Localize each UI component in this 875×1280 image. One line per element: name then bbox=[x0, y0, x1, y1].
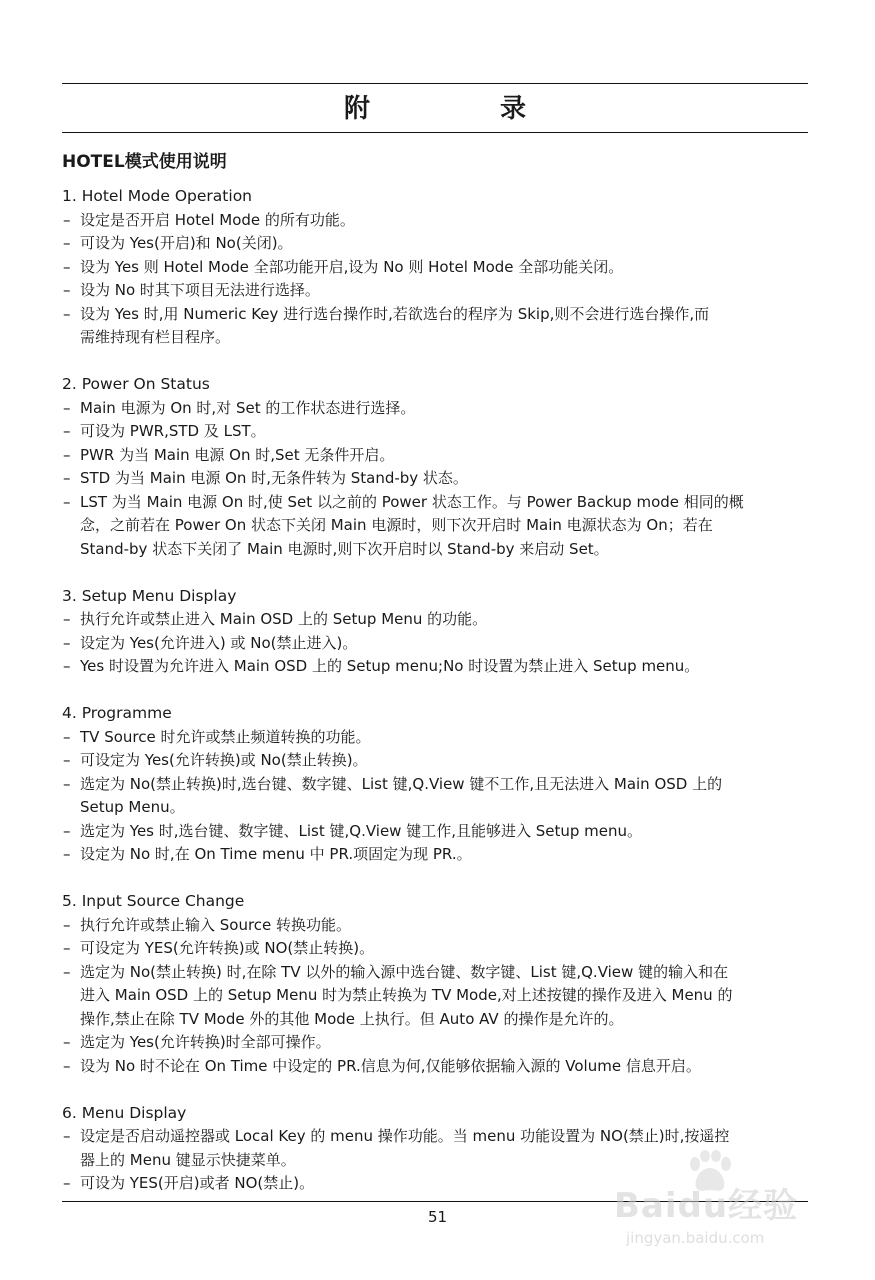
dash-bullet: – bbox=[63, 492, 71, 511]
dash-bullet: – bbox=[63, 1127, 71, 1145]
list-item bbox=[62, 937, 812, 961]
list-item-text: LST 为当 Main 电源 On 时,使 Set 以之前的 Power 状态工作。与 Power Backup mode 相同的概 念，之前若在 Power On 状态下关闭 Main 电源时，则下次开启时 Main 电源状态为 On；若在 Stand-by 状态下关闭了 Main 电源时,则下次开启时以 Stand-by 来启动 Set。 bbox=[80, 492, 744, 558]
list-item bbox=[62, 303, 812, 350]
list-item-text: 选定为 No(禁止转换)时,选台键、数字键、List 键,Q.View 键不工作,且无法进入 Main OSD 上的 Setup Menu。 bbox=[80, 774, 723, 816]
list-item bbox=[62, 420, 812, 444]
list-item-text: 选定为 Yes 时,选台键、数字键、List 键,Q.View 键工作,且能够进入 Setup menu。 bbox=[80, 821, 643, 840]
list-item-text: 选定为 Yes(允许转换)时全部可操作。 bbox=[80, 1033, 331, 1051]
dash-bullet: – bbox=[63, 398, 71, 417]
section bbox=[62, 585, 812, 679]
list-item-text: 可设为 Yes(开启)和 No(关闭)。 bbox=[80, 234, 293, 252]
dash-bullet: – bbox=[63, 1056, 71, 1075]
section bbox=[62, 890, 812, 1078]
list-item bbox=[62, 1055, 812, 1079]
list-item-text: 设为 No 时不论在 On Time 中设定的 PR.信息为何,仅能够依据输入源的 Volume 信息开启。 bbox=[80, 1056, 701, 1075]
dash-bullet: – bbox=[63, 304, 71, 323]
list-item-text: 可设为 PWR,STD 及 LST。 bbox=[80, 422, 266, 440]
list-item bbox=[62, 961, 812, 1032]
list-item bbox=[62, 397, 812, 421]
list-item-text: TV Source 时允许或禁止频道转换的功能。 bbox=[80, 727, 371, 746]
dash-bullet: – bbox=[63, 422, 71, 440]
list-item-text: 可设定为 Yes(允许转换)或 No(禁止转换)。 bbox=[80, 751, 368, 769]
section-heading: 5. Input Source Change bbox=[62, 892, 245, 910]
list-item bbox=[62, 232, 812, 256]
list-item-text: 执行允许或禁止输入 Source 转换功能。 bbox=[80, 915, 352, 934]
list-item-text: PWR 为当 Main 电源 On 时,Set 无条件开启。 bbox=[80, 445, 395, 464]
list-item-text: 设为 No 时其下项目无法进行选择。 bbox=[80, 281, 320, 299]
section-heading: 6. Menu Display bbox=[62, 1103, 187, 1122]
dash-bullet: – bbox=[63, 821, 71, 840]
list-item-text: Main 电源为 On 时,对 Set 的工作状态进行选择。 bbox=[80, 398, 416, 417]
list-item bbox=[62, 608, 812, 632]
title-rule bbox=[62, 132, 808, 133]
list-item-text: 选定为 No(禁止转换) 时,在除 TV 以外的输入源中选台键、数字键、List 键,Q.View 键的输入和在 进入 Main OSD 上的 Setup Menu 时为禁止转换为 TV Mode,对上述按键的操作及进入 Menu 的 操作,禁止在除 TV Mode 外的其他 Mode 上执行。但 Auto AV 的操作是允许的。 bbox=[80, 962, 733, 1028]
dash-bullet: – bbox=[63, 915, 71, 934]
list-item bbox=[62, 632, 812, 656]
top-rule bbox=[62, 83, 808, 84]
document-body bbox=[62, 185, 812, 1219]
list-item bbox=[62, 820, 812, 844]
baidu-watermark bbox=[612, 1150, 832, 1255]
list-item bbox=[62, 773, 812, 820]
list-item-text: 设定为 Yes(允许进入) 或 No(禁止进入)。 bbox=[80, 633, 358, 652]
list-item bbox=[62, 914, 812, 938]
dash-bullet: – bbox=[63, 845, 71, 863]
list-item bbox=[62, 726, 812, 750]
list-item-text: 设为 Yes 时,用 Numeric Key 进行选台操作时,若欲选台的程序为 Skip,则不会进行选台操作,而 需维持现有栏目程序。 bbox=[80, 304, 710, 346]
dash-bullet: – bbox=[63, 774, 71, 793]
list-item bbox=[62, 655, 812, 679]
section bbox=[62, 185, 812, 350]
list-item-text: 设定是否启动遥控器或 Local Key 的 menu 操作功能。当 menu 功能设置为 NO(禁止)时,按遥控 器上的 Menu 键显示快捷菜单。 bbox=[80, 1127, 730, 1169]
list-item-text: 设定是否开启 Hotel Mode 的所有功能。 bbox=[80, 210, 355, 229]
list-item-text: 可设定为 YES(允许转换)或 NO(禁止转换)。 bbox=[80, 939, 375, 957]
list-item bbox=[62, 491, 812, 562]
list-item-text: 设定为 No 时,在 On Time menu 中 PR.项固定为现 PR.。 bbox=[80, 845, 472, 863]
list-item-text: STD 为当 Main 电源 On 时,无条件转为 Stand-by 状态。 bbox=[80, 469, 468, 487]
dash-bullet: – bbox=[63, 469, 71, 487]
dash-bullet: – bbox=[63, 939, 71, 957]
dash-bullet: – bbox=[63, 1174, 71, 1192]
list-item bbox=[62, 256, 812, 280]
dash-bullet: – bbox=[63, 610, 71, 628]
watermark-logo: Baidu经验 bbox=[614, 1186, 799, 1226]
dash-bullet: – bbox=[63, 445, 71, 464]
list-item bbox=[62, 467, 812, 491]
list-item-text: Yes 时设置为允许进入 Main OSD 上的 Setup menu;No 时设置为禁止进入 Setup menu。 bbox=[80, 657, 700, 675]
section-heading: 2. Power On Status bbox=[62, 375, 210, 393]
list-item bbox=[62, 279, 812, 303]
section bbox=[62, 373, 812, 561]
dash-bullet: – bbox=[63, 962, 71, 981]
section-heading: 3. Setup Menu Display bbox=[62, 586, 237, 605]
watermark-url: jingyan.baidu.com bbox=[626, 1229, 765, 1247]
dash-bullet: – bbox=[63, 281, 71, 299]
section-subtitle: HOTEL模式使用说明 bbox=[62, 152, 227, 172]
list-item bbox=[62, 843, 812, 867]
list-item bbox=[62, 444, 812, 468]
section-heading: 4. Programme bbox=[62, 704, 172, 722]
dash-bullet: – bbox=[63, 633, 71, 652]
section bbox=[62, 702, 812, 867]
page-title: 附 录 bbox=[343, 94, 578, 124]
dash-bullet: – bbox=[63, 234, 71, 252]
list-item bbox=[62, 1031, 812, 1055]
list-item-text: 执行允许或禁止进入 Main OSD 上的 Setup Menu 的功能。 bbox=[80, 610, 488, 628]
section-heading: 1. Hotel Mode Operation bbox=[62, 187, 252, 205]
list-item bbox=[62, 209, 812, 233]
dash-bullet: – bbox=[63, 751, 71, 769]
page-number: 51 bbox=[427, 1208, 448, 1226]
dash-bullet: – bbox=[63, 657, 71, 675]
dash-bullet: – bbox=[63, 210, 71, 229]
dash-bullet: – bbox=[63, 727, 71, 746]
dash-bullet: – bbox=[63, 1033, 71, 1051]
list-item bbox=[62, 749, 812, 773]
list-item-text: 可设为 YES(开启)或者 NO(禁止)。 bbox=[80, 1174, 315, 1192]
dash-bullet: – bbox=[63, 257, 71, 276]
list-item-text: 设为 Yes 则 Hotel Mode 全部功能开启,设为 No 则 Hotel Mode 全部功能关闭。 bbox=[80, 257, 624, 276]
